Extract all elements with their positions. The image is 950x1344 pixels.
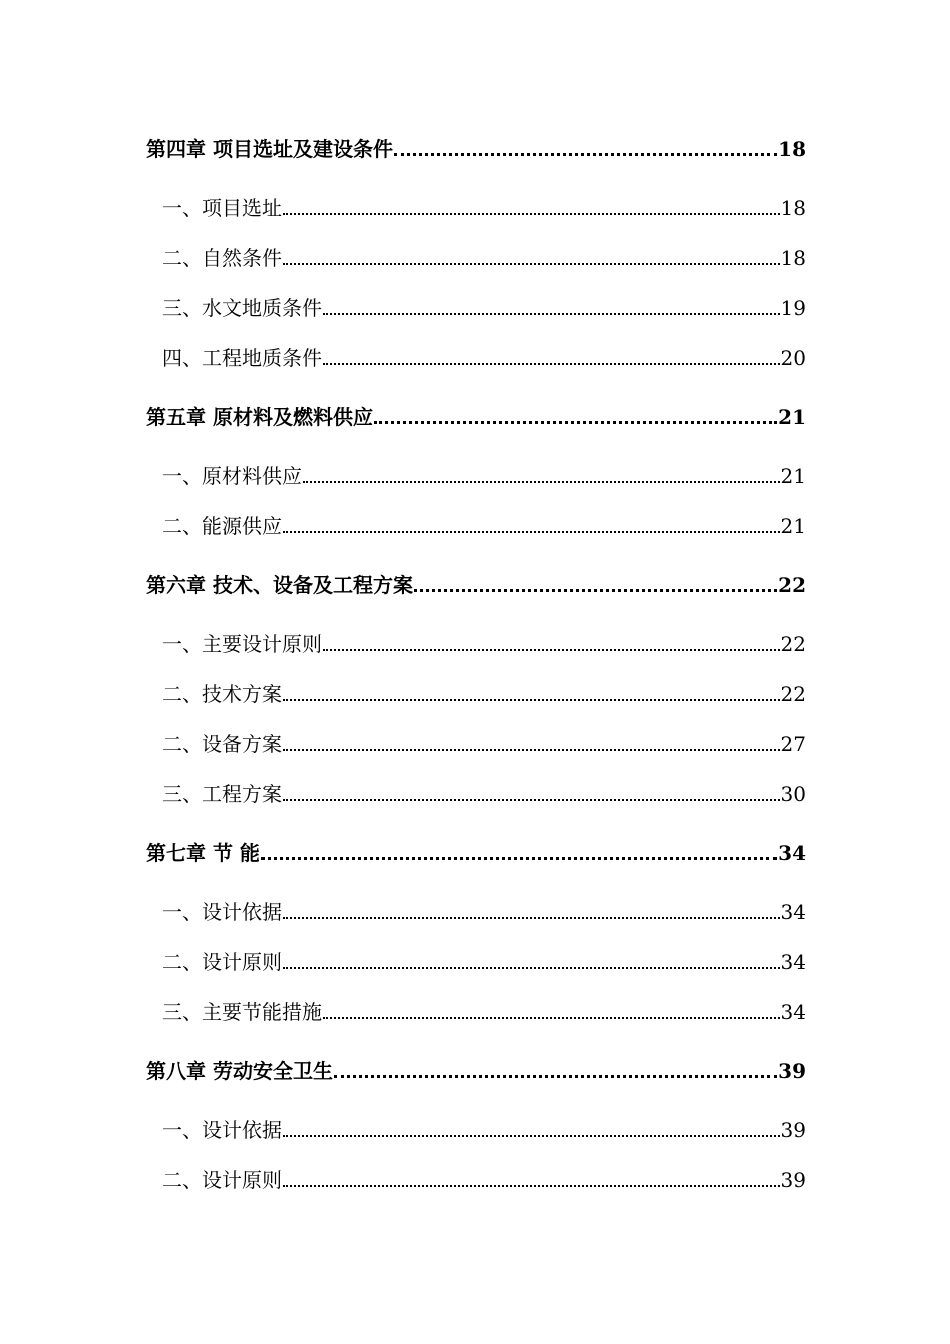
- dot-leader: [283, 731, 780, 757]
- toc-page-number: 18: [780, 246, 806, 270]
- toc-chapter-entry[interactable]: [146, 1058, 806, 1084]
- dot-leader: [323, 999, 780, 1025]
- toc-page-number: 22: [778, 573, 806, 597]
- toc-section-entry[interactable]: [146, 781, 806, 807]
- toc-entry-title: 一、设计依据: [162, 900, 282, 924]
- toc-chapter-entry[interactable]: [146, 572, 806, 598]
- dot-leader: [303, 463, 780, 489]
- toc-entry-title: 第六章 技术、设备及工程方案: [146, 573, 413, 597]
- toc-section-entry[interactable]: [146, 295, 806, 321]
- toc-chapter-entry[interactable]: [146, 840, 806, 866]
- dot-leader: [283, 781, 780, 807]
- dot-leader: [283, 1167, 780, 1193]
- toc-page-number: 34: [780, 950, 806, 974]
- toc-section-entry[interactable]: [146, 195, 806, 221]
- toc-section-entry[interactable]: [146, 681, 806, 707]
- toc-entry-title: 二、自然条件: [162, 246, 282, 270]
- dot-leader: [283, 681, 780, 707]
- toc-section-entry[interactable]: [146, 1117, 806, 1143]
- toc-section-entry[interactable]: [146, 731, 806, 757]
- toc-entry-title: 一、原材料供应: [162, 464, 302, 488]
- toc-section-entry[interactable]: [146, 245, 806, 271]
- dot-leader: [323, 295, 780, 321]
- dot-leader: [283, 513, 780, 539]
- toc-entry-title: 一、项目选址: [162, 196, 282, 220]
- table-of-contents: [146, 128, 806, 1193]
- toc-page-number: 30: [780, 782, 806, 806]
- toc-section-entry[interactable]: [146, 631, 806, 657]
- toc-chapter-entry[interactable]: [146, 404, 806, 430]
- toc-page-number: 27: [780, 732, 806, 756]
- dot-leader: [283, 195, 780, 221]
- dot-leader: [283, 245, 780, 271]
- dot-leader: [394, 136, 777, 162]
- toc-entry-title: 三、主要节能措施: [162, 1000, 322, 1024]
- toc-page-number: 18: [780, 196, 806, 220]
- toc-page-number: 39: [780, 1118, 806, 1142]
- toc-entry-title: 第七章 节 能: [146, 841, 260, 865]
- toc-page-number: 20: [780, 346, 806, 370]
- dot-leader: [374, 404, 777, 430]
- toc-entry-title: 三、水文地质条件: [162, 296, 322, 320]
- dot-leader: [414, 572, 777, 598]
- dot-leader: [283, 949, 780, 975]
- toc-section-entry[interactable]: [146, 513, 806, 539]
- toc-page-number: 21: [778, 405, 806, 429]
- toc-section-entry[interactable]: [146, 345, 806, 371]
- dot-leader: [283, 1117, 780, 1143]
- toc-entry-title: 二、能源供应: [162, 514, 282, 538]
- dot-leader: [323, 345, 780, 371]
- dot-leader: [334, 1058, 777, 1084]
- toc-page-number: 22: [780, 682, 806, 706]
- toc-entry-title: 一、设计依据: [162, 1118, 282, 1142]
- toc-page-number: 34: [780, 1000, 806, 1024]
- dot-leader: [283, 899, 780, 925]
- toc-entry-title: 第五章 原材料及燃料供应: [146, 405, 373, 429]
- toc-section-entry[interactable]: [146, 1167, 806, 1193]
- toc-page-number: 39: [780, 1168, 806, 1192]
- toc-entry-title: 二、设计原则: [162, 1168, 282, 1192]
- toc-entry-title: 第四章 项目选址及建设条件: [146, 137, 393, 161]
- toc-page-number: 19: [780, 296, 806, 320]
- toc-entry-title: 一、主要设计原则: [162, 632, 322, 656]
- toc-page-number: 21: [780, 464, 806, 488]
- dot-leader: [323, 631, 780, 657]
- toc-section-entry[interactable]: [146, 949, 806, 975]
- dot-leader: [261, 840, 777, 866]
- toc-page-number: 39: [778, 1059, 806, 1083]
- toc-section-entry[interactable]: [146, 999, 806, 1025]
- toc-page-number: 22: [780, 632, 806, 656]
- toc-section-entry[interactable]: [146, 899, 806, 925]
- toc-entry-title: 二、设计原则: [162, 950, 282, 974]
- toc-entry-title: 第八章 劳动安全卫生: [146, 1059, 333, 1083]
- toc-entry-title: 二、技术方案: [162, 682, 282, 706]
- toc-entry-title: 二、设备方案: [162, 732, 282, 756]
- toc-page-number: 34: [778, 841, 806, 865]
- toc-page-number: 34: [780, 900, 806, 924]
- toc-page-number: 18: [778, 137, 806, 161]
- toc-chapter-entry[interactable]: [146, 136, 806, 162]
- toc-page-number: 21: [780, 514, 806, 538]
- toc-entry-title: 四、工程地质条件: [162, 346, 322, 370]
- toc-entry-title: 三、工程方案: [162, 782, 282, 806]
- toc-section-entry[interactable]: [146, 463, 806, 489]
